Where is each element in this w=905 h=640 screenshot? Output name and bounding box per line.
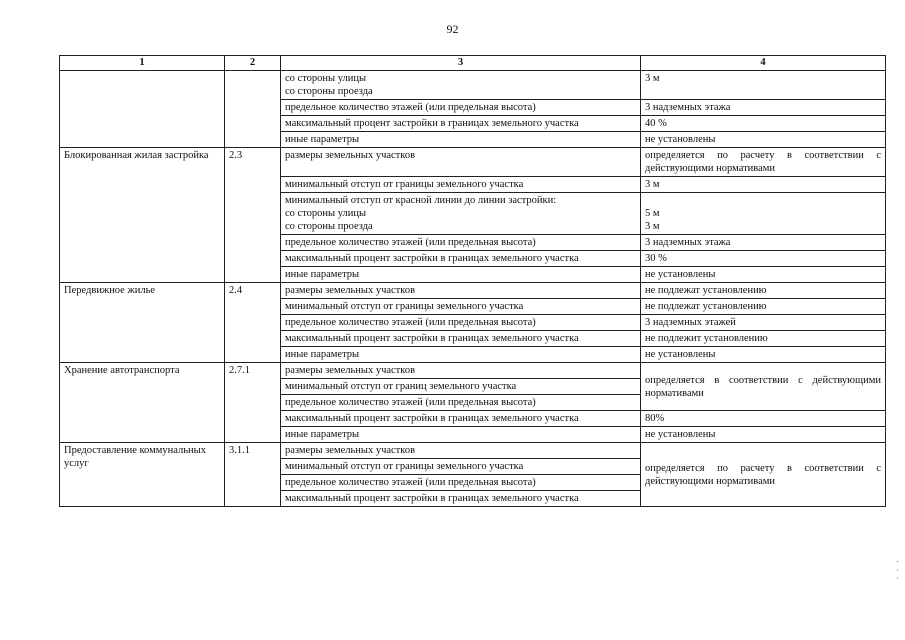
- value-line: 3 м: [645, 221, 660, 232]
- value-cell: не установлены: [641, 267, 886, 283]
- value-cell: 3 надземных этажа: [641, 100, 886, 116]
- use-type-cell: Хранение автотранспорта: [60, 363, 225, 443]
- param-cell: максимальный процент застройки в границах земельного участка: [281, 491, 641, 507]
- param-cell: минимальный отступ от границы земельного участка: [281, 459, 641, 475]
- param-cell: максимальный процент застройки в границах земельного участка: [281, 116, 641, 132]
- table-header-row: [60, 56, 886, 71]
- param-cell: иные параметры: [281, 427, 641, 443]
- use-type-cell: Предоставление коммунальных услуг: [60, 443, 225, 507]
- table-row: [60, 443, 886, 459]
- value-cell: определяется по расчету в соответствии с действующими нормативами: [641, 443, 886, 507]
- value-cell: 3 м: [641, 71, 886, 100]
- code-cell: 2.7.1: [225, 363, 281, 443]
- use-type-cell: Блокированная жилая застройка: [60, 148, 225, 283]
- value-cell: 3 надземных этажей: [641, 315, 886, 331]
- param-cell: размеры земельных участков: [281, 443, 641, 459]
- column-header-4: 4: [641, 56, 886, 71]
- param-cell: предельное количество этажей (или предельная высота): [281, 315, 641, 331]
- value-cell: определяется в соответствии с действующими нормативами: [641, 363, 886, 411]
- param-cell: [281, 71, 641, 100]
- code-cell: 2.3: [225, 148, 281, 283]
- param-cell: иные параметры: [281, 132, 641, 148]
- param-line: минимальный отступ от красной линии до линии застройки:: [285, 195, 557, 206]
- value-cell: 80%: [641, 411, 886, 427]
- value-cell: 3 надземных этажа: [641, 235, 886, 251]
- param-cell: предельное количество этажей (или предельная высота): [281, 475, 641, 491]
- value-cell: не установлены: [641, 347, 886, 363]
- value-cell: не установлены: [641, 132, 886, 148]
- value-cell: 30 %: [641, 251, 886, 267]
- param-line: со стороны улицы: [285, 73, 367, 84]
- value-cell: не установлены: [641, 427, 886, 443]
- use-type-cell: [60, 71, 225, 148]
- column-header-2: 2: [225, 56, 281, 71]
- param-cell: минимальный отступ от границы земельного участка: [281, 177, 641, 193]
- regulations-table: [59, 55, 886, 507]
- value-cell: не подлежат установлению: [641, 299, 886, 315]
- param-cell: предельное количество этажей (или предельная высота): [281, 100, 641, 116]
- param-cell: предельное количество этажей (или предельная высота): [281, 235, 641, 251]
- code-cell: [225, 71, 281, 148]
- table-row: [60, 283, 886, 299]
- value-cell: 3 м: [641, 177, 886, 193]
- column-header-1: 1: [60, 56, 225, 71]
- param-cell: максимальный процент застройки в границах земельного участка: [281, 331, 641, 347]
- value-cell: определяется по расчету в соответствии с действующими нормативами: [641, 148, 886, 177]
- param-cell: иные параметры: [281, 267, 641, 283]
- use-type-cell: Передвижное жилье: [60, 283, 225, 363]
- code-cell: 3.1.1: [225, 443, 281, 507]
- param-line: со стороны проезда: [285, 221, 373, 232]
- table-row: [60, 148, 886, 177]
- param-cell: максимальный процент застройки в границах земельного участка: [281, 251, 641, 267]
- param-cell: предельное количество этажей (или предельная высота): [281, 395, 641, 411]
- table-row: [60, 363, 886, 379]
- value-cell: не подлежат установлению: [641, 283, 886, 299]
- value-cell: не подлежит установлению: [641, 331, 886, 347]
- param-cell: минимальный отступ от границы земельного участка: [281, 299, 641, 315]
- param-cell: максимальный процент застройки в границах земельного участка: [281, 411, 641, 427]
- value-cell: 40 %: [641, 116, 886, 132]
- scan-margin-mark: ▪ ▪ ▪: [895, 560, 900, 583]
- column-header-3: 3: [281, 56, 641, 71]
- table-row: [60, 71, 886, 100]
- param-cell: иные параметры: [281, 347, 641, 363]
- param-cell: минимальный отступ от границ земельного участка: [281, 379, 641, 395]
- param-cell: размеры земельных участков: [281, 148, 641, 177]
- code-cell: 2.4: [225, 283, 281, 363]
- param-cell: размеры земельных участков: [281, 283, 641, 299]
- param-line: со стороны проезда: [285, 86, 373, 97]
- page-number: 92: [446, 22, 459, 36]
- value-cell: [641, 193, 886, 235]
- param-cell: [281, 193, 641, 235]
- value-line: 5 м: [645, 208, 660, 219]
- param-cell: размеры земельных участков: [281, 363, 641, 379]
- param-line: со стороны улицы: [285, 208, 367, 219]
